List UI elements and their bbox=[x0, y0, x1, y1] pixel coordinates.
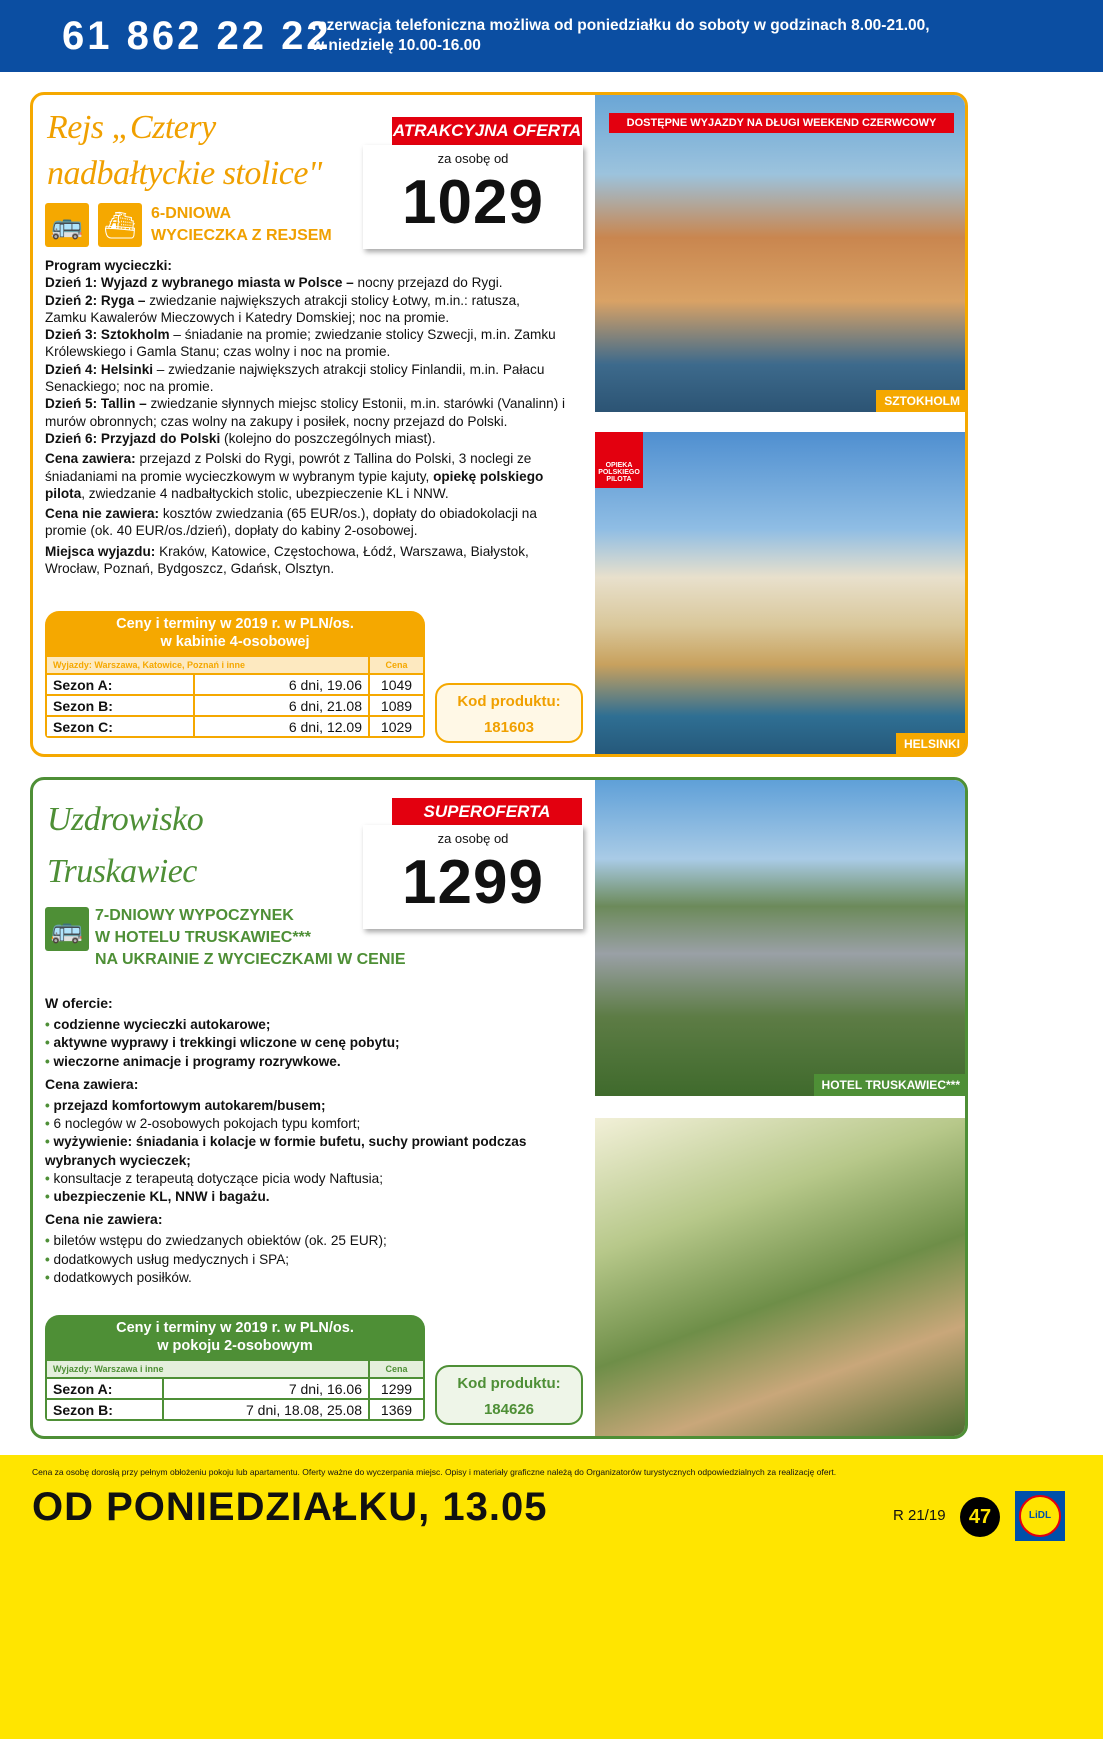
product-code-box: Kod produktu: 184626 bbox=[435, 1365, 583, 1425]
list-item: • codzienne wycieczki autokarowe; bbox=[45, 1016, 565, 1034]
table-row: Sezon B: 6 dni, 21.08 1089 bbox=[46, 695, 424, 716]
product-code-box: Kod produktu: 181603 bbox=[435, 683, 583, 743]
page-number: 47 bbox=[960, 1497, 1000, 1537]
long-weekend-banner: DOSTĘPNE WYJAZDY NA DŁUGI WEEKEND CZERWCOWY bbox=[609, 113, 954, 133]
list-item: • konsultacje z terapeutą dotyczące picia wody Naftusia; bbox=[45, 1170, 565, 1188]
hotel-photo bbox=[595, 780, 968, 1096]
table-row: Sezon C: 6 dni, 12.09 1029 bbox=[46, 716, 424, 737]
offer-description: W ofercie: • codzienne wycieczki autokarowe; • aktywne wyprawy i trekkingi wliczone w cenę pobytu; • wieczorne animacje i programy rozrywkowe. Cena zawiera: • przejazd komfortowym autokarem/busem; • 6 noclegów w 2-osobowych pokojach typu komfort; • wyżywienie: śniadania i kolacje w formie bufetu, suchy prowiant podczas wybranych wycieczek; • konsultacje z terapeutą dotyczące picia wody Naftusia; • ubezpieczenie KL, NNW i bagażu. Cena nie zawiera: • biletów wstępu do zwiedzanych obiektów (ok. 25 EUR); • dodatkowych usług medycznych i SPA; • dodatkowych posiłków. bbox=[45, 990, 565, 1287]
reservation-info bbox=[312, 16, 930, 56]
program-day: Dzień 6: Przyjazd do Polski (kolejno do poszczególnych miast). bbox=[45, 430, 436, 446]
helsinki-photo bbox=[595, 432, 968, 755]
photo-label: HELSINKI bbox=[896, 733, 968, 755]
valid-from-date: OD PONIEDZIAŁKU, 13.05 bbox=[32, 1485, 548, 1529]
lidl-logo: LiDL bbox=[1015, 1491, 1065, 1541]
table-row: Sezon A: 7 dni, 16.06 1299 bbox=[46, 1378, 424, 1399]
product-code: 181603 bbox=[483, 719, 535, 736]
product-code: 184626 bbox=[483, 1401, 535, 1418]
photo-label: SZTOKHOLM bbox=[876, 390, 968, 412]
program-days bbox=[45, 274, 565, 447]
offer-subtitle: 7-DNIOWY WYPOCZYNEK W HOTELU TRUSKAWIEC*** NA UKRAINIE Z WYCIECZKAMI W CENIE bbox=[95, 907, 406, 968]
offer-title: Uzdrowisko Truskawiec bbox=[47, 801, 204, 890]
offer-description: Program wycieczki: Dzień 1: Wyjazd z wybranego miasta w Polsce – nocny przejazd do Rygi. Dzień 2: Ryga – zwiedzanie największych atrakcji stolicy Łotwy, m.in.: ratusza, Zamku Kawalerów Mieczowych i Katedry Domskiej; noc na promie. Dzień 3: Sztokholm – śniadanie na promie; zwiedzanie stolicy Szwecji, m.in. Zamku Królewskiego i Gamla Stanu; czas wolny i noc na promie. Dzień 4: Helsinki – zwiedzanie największych atrakcji stolicy Finlandii, m.in. Pałacu Senackiego; noc na promie. Dzień 5: Tallin – zwiedzanie słynnych miejsc stolicy Estonii, m.in. starówki (Vanalinn) i murów obronnych; czas wolny na zakupy i posiłek, nocny przejazd do Polski. Dzień 6: Przyjazd do Polski (kolejno do poszczególnych miast). Cena zawiera: przejazd z Polski do Rygi, powrót z Tallina do Polski, 3 noclegi ze śniadaniami na promie wycieczkowym w wybranym typie kajuty, opiekę polskiego pilota, zwiedzanie 4 nadbałtyckich stolic, ubezpieczenie KL i NNW. Cena nie zawiera: kosztów zwiedzania (65 EUR/os.), dopłaty do obiadokolacji na promie (ok. 40 EUR/os./dzień), dopłaty do kabiny 2-osobowej. Miejsca wyjazdu: Kraków, Katowice, Częstochowa, Łódź, Warszawa, Białystok, Wrocław, Poznań, Bydgoszcz, Gdańsk, Olsztyn. bbox=[45, 258, 566, 577]
offer-card-baltic-cruise bbox=[30, 92, 968, 757]
offer-badge: ATRAKCYJNA OFERTA bbox=[392, 117, 582, 145]
ship-icon: ⛴ bbox=[98, 203, 142, 247]
table-row: Sezon B: 7 dni, 18.08, 25.08 1369 bbox=[46, 1399, 424, 1420]
photo-label: HOTEL TRUSKAWIEC*** bbox=[814, 1074, 968, 1096]
price-table: Ceny i terminy w 2019 r. w PLN/os. w pokoju 2-osobowym Wyjazdy: Warszawa i inne Cena Sezon A: 7 dni, 16.06 1299 Sezon B: 7 dni, 18.08, 25.08 1369 bbox=[45, 1315, 425, 1421]
price-box bbox=[363, 145, 583, 249]
list-item: • wieczorne animacje i programy rozrywkowe. bbox=[45, 1053, 565, 1071]
list-item: • wyżywienie: śniadania i kolacje w formie bufetu, suchy prowiant podczas wybranych wycieczek; bbox=[45, 1133, 565, 1169]
phone-number[interactable]: 61 862 22 22 bbox=[62, 14, 332, 58]
info-line: w niedzielę 10.00-16.00 bbox=[312, 37, 481, 54]
price-prefix: za osobę od bbox=[437, 831, 509, 846]
list-item: • biletów wstępu do zwiedzanych obiektów (ok. 25 EUR); bbox=[45, 1232, 565, 1250]
program-day: Dzień 3: Sztokholm – śniadanie na promie; zwiedzanie stolicy Szwecji, m.in. Zamku Królewskiego i Gamla Stanu; czas wolny i noc na promie. bbox=[45, 327, 556, 360]
issue-number: R 21/19 bbox=[893, 1507, 946, 1524]
list-item: • przejazd komfortowym autokarem/busem; bbox=[45, 1097, 565, 1115]
bus-icon: 🚌 bbox=[45, 203, 89, 247]
program-day: Dzień 2: Ryga – zwiedzanie największych atrakcji stolicy Łotwy, m.in.: ratusza, Zamku Kawalerów Mieczowych i Katedry Domskiej; noc na promie. bbox=[45, 292, 520, 325]
offer-title: Rejs „Cztery nadbałtyckie stolice" bbox=[47, 109, 322, 192]
footer bbox=[0, 1455, 1103, 1739]
info-line: rezerwacja telefoniczna możliwa od poniedziałku do soboty w godzinach 8.00-21.00, bbox=[312, 17, 930, 34]
offer-subtitle: 6-DNIOWA WYCIECZKA Z REJSEM bbox=[151, 205, 332, 244]
price: 1029 bbox=[402, 168, 544, 237]
price: 1299 bbox=[402, 848, 544, 917]
disclaimer: Cena za osobę dorosłą przy pełnym obłożeniu pokoju lub apartamentu. Oferty ważne do wyczerpania miejsc. Opisy i materiały graficzne należą do Organizatorów turystycznych odpowiedzialnych za realizację ofert. bbox=[32, 1467, 837, 1477]
table-row: Sezon A: 6 dni, 19.06 1049 bbox=[46, 674, 424, 695]
list-item: • dodatkowych posiłków. bbox=[45, 1269, 565, 1287]
list-item: • aktywne wyprawy i trekkingi wliczone w cenę pobytu; bbox=[45, 1034, 565, 1052]
list-item: • dodatkowych usług medycznych i SPA; bbox=[45, 1251, 565, 1269]
program-day: Dzień 5: Tallin – zwiedzanie słynnych miejsc stolicy Estonii, m.in. starówki (Vanalinn) i murów obronnych; czas wolny na zakupy i posiłek, nocny przejazd do Polski. bbox=[45, 396, 566, 429]
offer-badge: SUPEROFERTA bbox=[392, 798, 582, 826]
bus-icon: 🚌 bbox=[45, 907, 89, 951]
program-day: Dzień 4: Helsinki – zwiedzanie największych atrakcji stolicy Finlandii, m.in. Pałacu Senackiego; noc na promie. bbox=[45, 361, 545, 395]
list-item: • 6 noclegów w 2-osobowych pokojach typu komfort; bbox=[45, 1115, 565, 1133]
pilot-care-badge: OPIEKA POLSKIEGO PILOTA bbox=[595, 432, 643, 488]
list-item: • ubezpieczenie KL, NNW i bagażu. bbox=[45, 1188, 565, 1206]
couple-walking-photo bbox=[595, 1118, 968, 1438]
program-day: Dzień 1: Wyjazd z wybranego miasta w Polsce – nocny przejazd do Rygi. bbox=[45, 275, 503, 291]
price-table: Ceny i terminy w 2019 r. w PLN/os. w kabinie 4-osobowej Wyjazdy: Warszawa, Katowice, Poznań i inne Cena Sezon A: 6 dni, 19.06 1049 Sezon B: 6 dni, 21.08 1089 Sezon C: 6 dni, 12.09 1029 bbox=[45, 611, 425, 738]
offer-card-truskawiec bbox=[30, 777, 968, 1439]
phone-header bbox=[0, 0, 1103, 72]
stockholm-photo bbox=[595, 95, 968, 412]
price-prefix: za osobę od bbox=[437, 151, 509, 166]
